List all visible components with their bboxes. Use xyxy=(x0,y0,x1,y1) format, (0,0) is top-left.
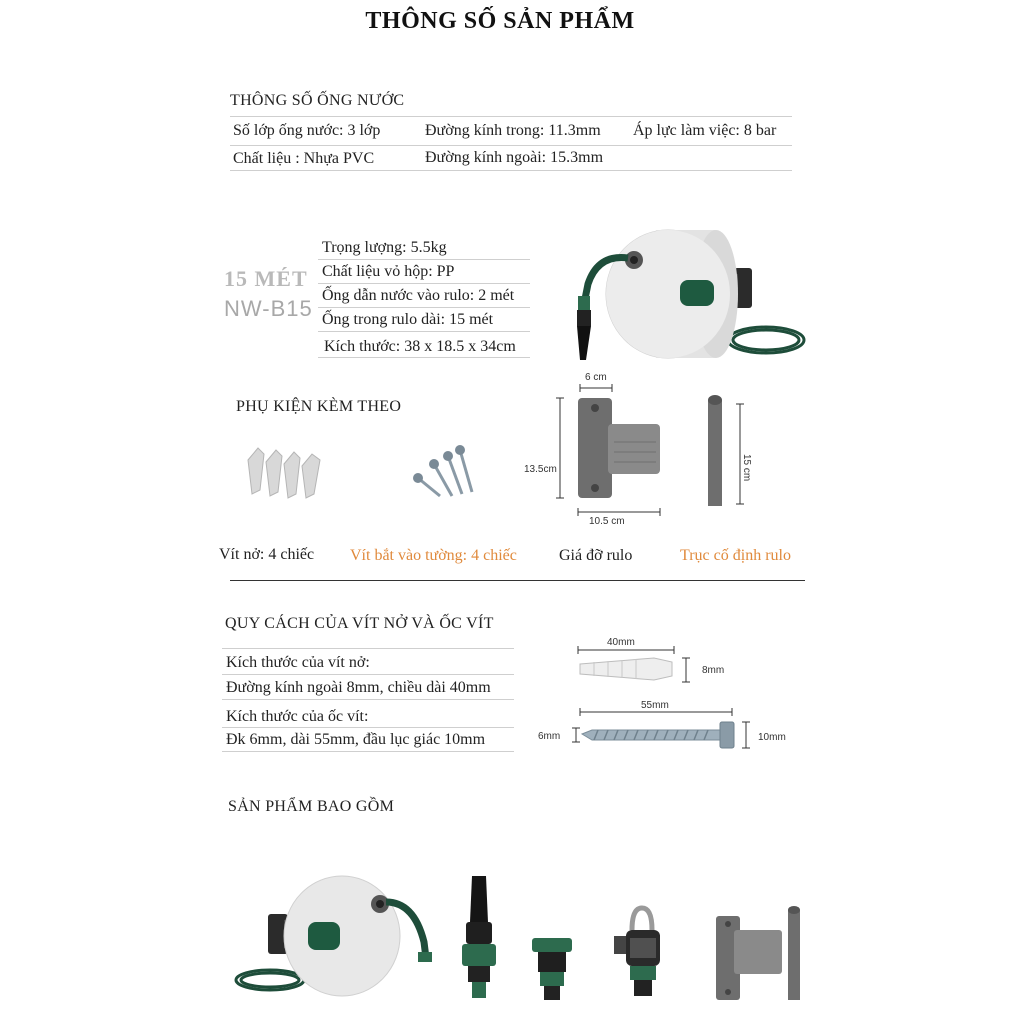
divider xyxy=(222,648,514,649)
hose-inner-diameter: Đường kính trong: 11.3mm xyxy=(425,122,601,139)
anchors-label: Vít nở: 4 chiếc xyxy=(219,546,315,563)
spec-case-material: Chất liệu vỏ hộp: PP xyxy=(322,263,455,280)
screw-size-detail: Đk 6mm, dài 55mm, đầu lục giác 10mm xyxy=(226,731,486,748)
wall-screws-image xyxy=(410,442,480,498)
anchor-diameter-label: 8mm xyxy=(702,665,725,676)
pin-height-label: 15 cm xyxy=(741,454,752,482)
included-tap-connector-image xyxy=(528,934,576,1004)
hose-material: Chất liệu : Nhựa PVC xyxy=(233,150,375,167)
screw-spec-heading: QUY CÁCH CỦA VÍT NỞ VÀ ỐC VÍT xyxy=(225,615,494,632)
divider xyxy=(230,145,792,146)
divider xyxy=(230,170,792,171)
bracket-label: Giá đỡ rulo xyxy=(559,547,633,564)
included-faucet-adapter-image xyxy=(606,906,676,1004)
wall-anchors-image xyxy=(242,440,328,500)
bracket-image xyxy=(558,386,668,520)
divider xyxy=(318,259,530,260)
divider xyxy=(230,580,805,581)
pin-label: Trục cố định rulo xyxy=(680,547,791,564)
screw-length-label: 55mm xyxy=(641,700,669,711)
anchor-diagram xyxy=(574,646,704,686)
model-code: NW-B15 xyxy=(224,296,313,321)
hose-reel-image xyxy=(548,224,818,364)
divider xyxy=(318,283,530,284)
model-length: 15 MÉT xyxy=(224,266,308,291)
spec-weight: Trọng lượng: 5.5kg xyxy=(322,239,447,256)
hose-outer-diameter: Đường kính ngoài: 15.3mm xyxy=(425,149,604,166)
bracket-width-top-label: 6 cm xyxy=(585,372,607,383)
divider xyxy=(230,116,792,117)
divider xyxy=(222,699,514,700)
divider xyxy=(318,307,530,308)
divider xyxy=(222,674,514,675)
spec-size: Kích thước: 38 x 18.5 x 34cm xyxy=(324,338,516,355)
screws-label: Vít bắt vào tường: 4 chiếc xyxy=(350,547,517,564)
spec-reel-hose: Ống trong rulo dài: 15 mét xyxy=(322,311,494,328)
anchor-size-detail: Đường kính ngoài 8mm, chiều dài 40mm xyxy=(226,679,491,696)
spec-inlet-hose: Ống dẫn nước vào rulo: 2 mét xyxy=(322,287,515,304)
bracket-height-label: 13.5cm xyxy=(524,464,557,475)
screw-diagram xyxy=(568,708,758,754)
included-heading: SẢN PHẨM BAO GỒM xyxy=(228,798,395,815)
screw-diameter-label: 6mm xyxy=(538,731,561,742)
hose-pressure: Áp lực làm việc: 8 bar xyxy=(633,122,777,139)
hose-spec-heading: THÔNG SỐ ỐNG NƯỚC xyxy=(230,92,405,109)
divider xyxy=(318,331,530,332)
anchor-size-title: Kích thước của vít nở: xyxy=(226,654,370,671)
anchor-length-label: 40mm xyxy=(607,637,635,648)
page-title: THÔNG SỐ SẢN PHẨM xyxy=(365,8,635,34)
included-bracket-pin-image xyxy=(710,906,810,1004)
divider xyxy=(318,357,530,358)
accessories-heading: PHỤ KIỆN KÈM THEO xyxy=(236,398,402,415)
divider xyxy=(222,727,514,728)
fixing-pin-image xyxy=(704,392,754,508)
hose-layers: Số lớp ống nước: 3 lớp xyxy=(233,122,381,139)
divider xyxy=(222,751,514,752)
screw-size-title: Kích thước của ốc vít: xyxy=(226,708,369,725)
bracket-width-bottom-label: 10.5 cm xyxy=(589,516,625,527)
included-spray-nozzle-image xyxy=(456,872,506,1004)
included-reel-image xyxy=(218,872,442,1004)
screw-head-label: 10mm xyxy=(758,732,786,743)
